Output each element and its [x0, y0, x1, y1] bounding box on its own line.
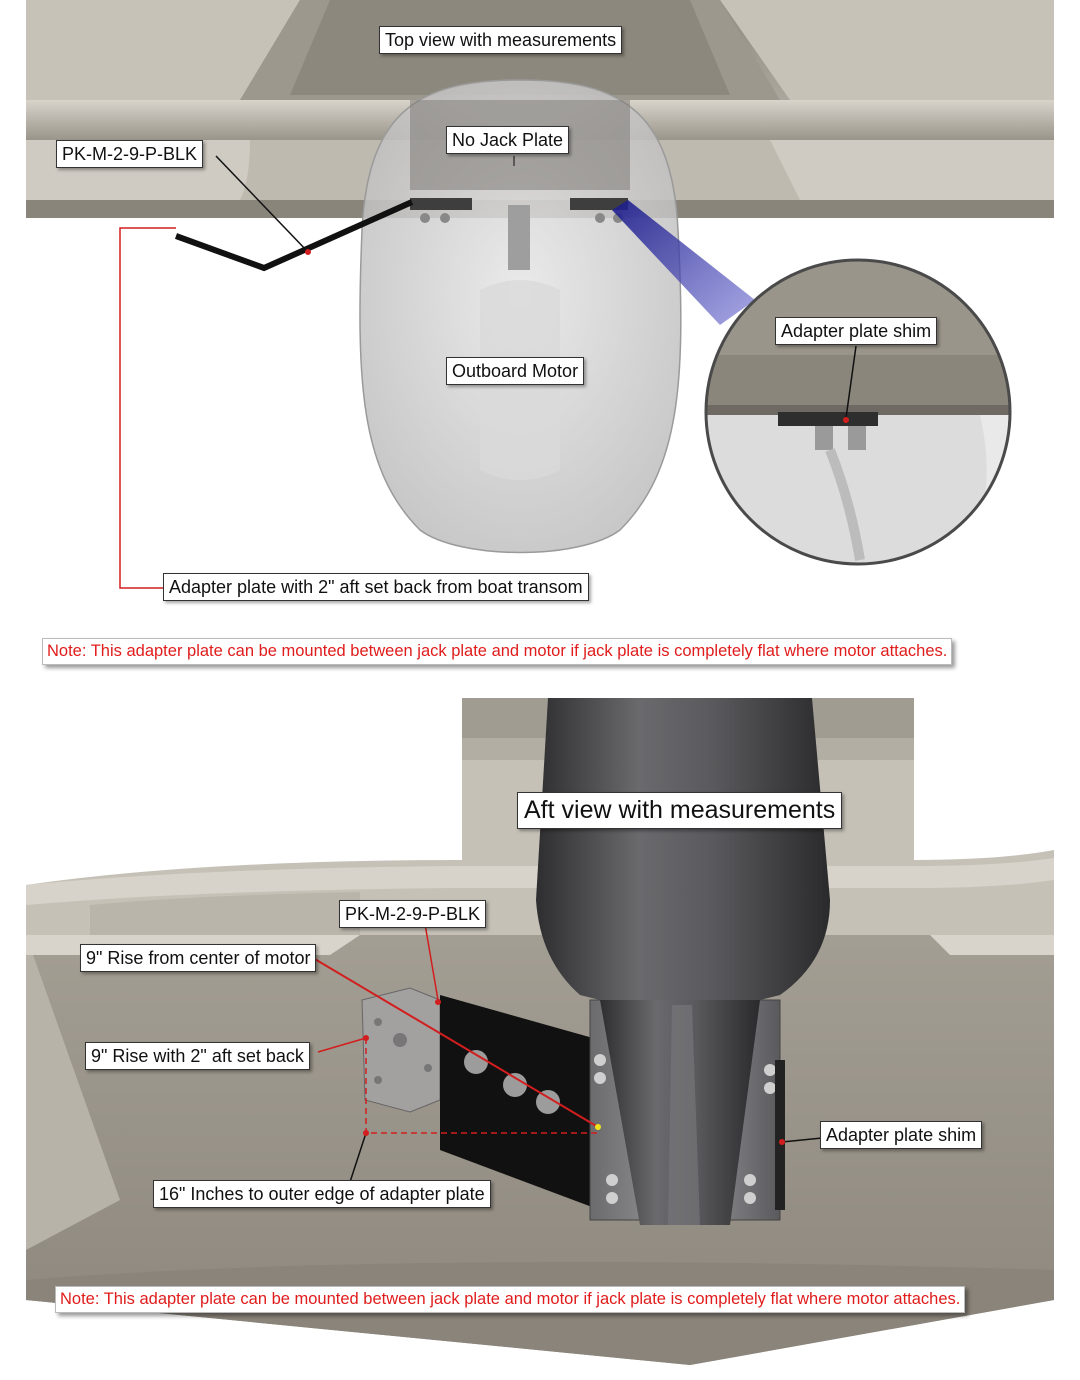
aft-part-number-label: PK-M-2-9-P-BLK [339, 900, 486, 928]
outboard-motor-label: Outboard Motor [446, 357, 584, 385]
top-part-number-label: PK-M-2-9-P-BLK [56, 140, 203, 168]
setback-label: Adapter plate with 2" aft set back from boat transom [163, 573, 589, 601]
top-note: Note: This adapter plate can be mounted between jack plate and motor if jack plate is completely flat where motor attaches. [42, 638, 952, 665]
aft-note: Note: This adapter plate can be mounted between jack plate and motor if jack plate is completely flat where motor attaches. [55, 1286, 965, 1313]
no-jack-plate-label: No Jack Plate [446, 126, 569, 154]
rise-center-label: 9" Rise from center of motor [80, 944, 316, 972]
rise-setback-label: 9" Rise with 2" aft set back [85, 1042, 310, 1070]
top-shim-label: Adapter plate shim [775, 317, 937, 345]
outer-edge-label: 16" Inches to outer edge of adapter plate [153, 1180, 491, 1208]
aft-view-title: Aft view with measurements [517, 792, 842, 829]
aft-shim-label: Adapter plate shim [820, 1121, 982, 1149]
top-view-title: Top view with measurements [379, 26, 622, 54]
